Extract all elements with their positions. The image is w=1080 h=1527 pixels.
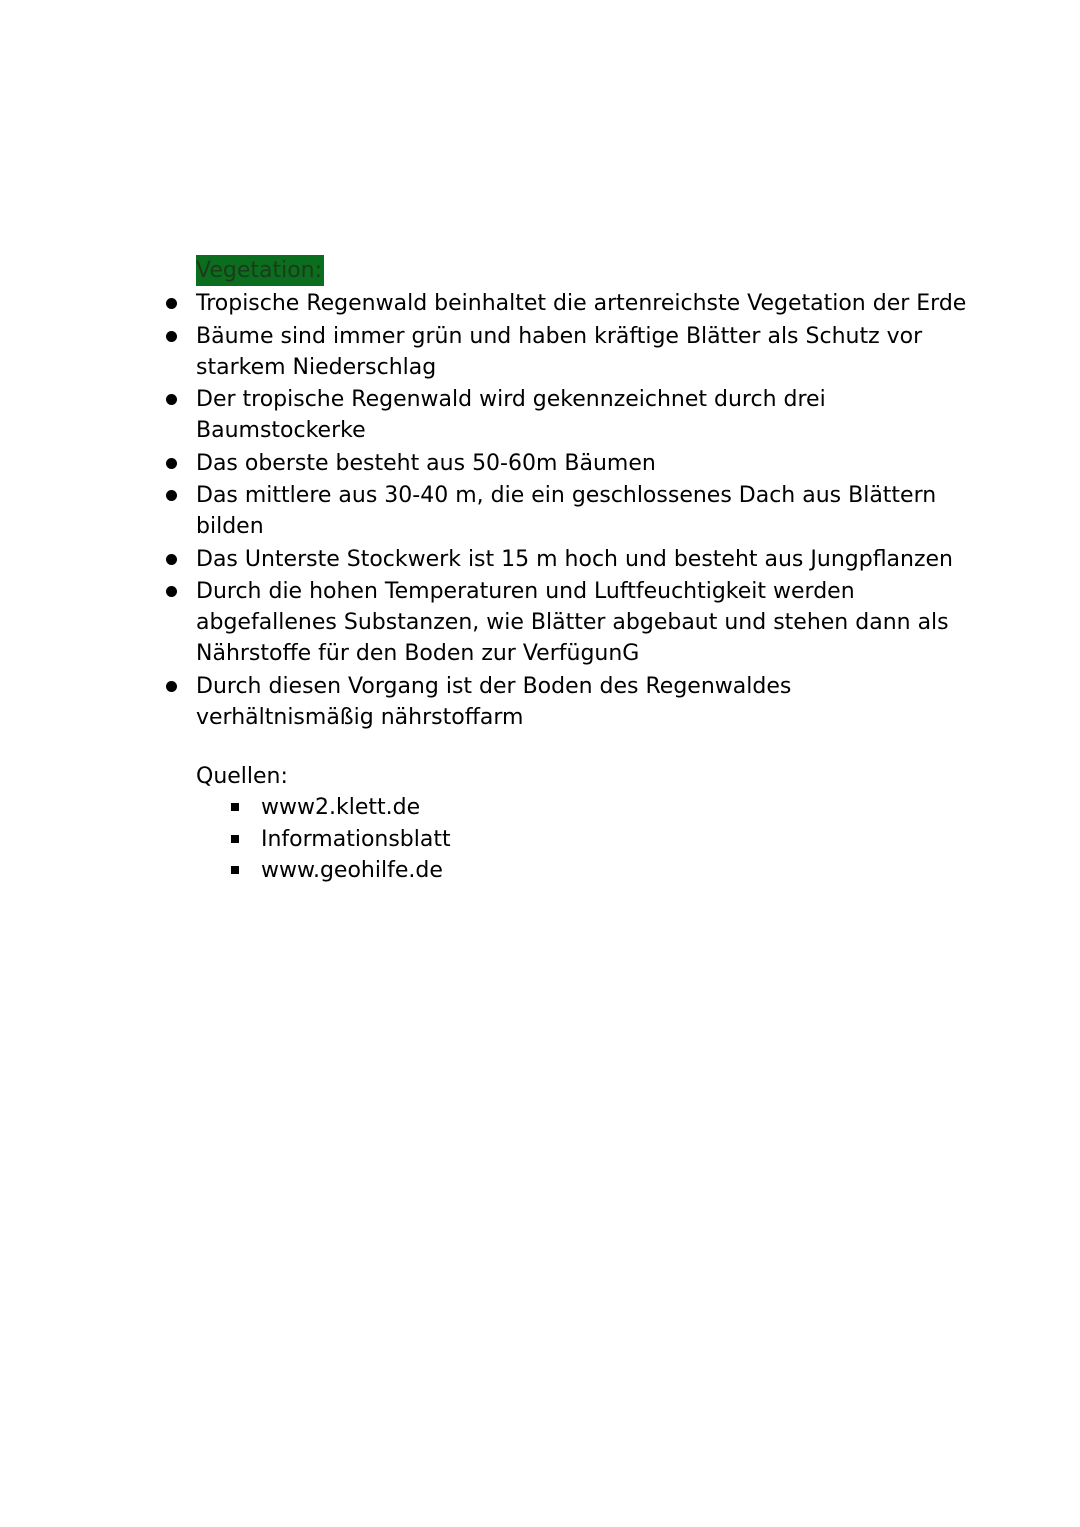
source-item [261, 824, 796, 856]
source-text: www2.klett.de [261, 795, 421, 820]
bullet-dot-icon [166, 490, 177, 501]
source-item [261, 792, 796, 824]
source-item [261, 855, 796, 887]
bullet-dot-icon [166, 681, 177, 692]
bullet-item [196, 671, 976, 733]
bullet-text: Durch die hohen Temperaturen und Luftfeuchtigkeit werden abgefallenes Substanzen, wie Blätter abgebaut und stehen dann als Nährstoffe für den Boden zur VerfügunG [196, 579, 949, 666]
square-bullet-icon [231, 835, 239, 843]
bullet-text: Das Unterste Stockwerk ist 15 m hoch und besteht aus Jungpflanzen [196, 546, 954, 572]
bullet-item [196, 288, 976, 319]
bullet-item [196, 480, 976, 542]
square-bullet-icon [231, 803, 239, 811]
bullet-text: Tropische Regenwald beinhaltet die artenreichste Vegetation der Erde [196, 291, 967, 316]
sources-title: Quellen: [196, 764, 288, 789]
square-bullet-icon [231, 866, 239, 874]
section-heading: Vegetation: [196, 255, 324, 286]
bullet-item [196, 321, 976, 383]
bullet-text: Das mittlere aus 30-40 m, die ein geschlossenes Dach aus Blättern bilden [196, 483, 937, 539]
bullet-text: Der tropische Regenwald wird gekennzeichnet durch drei Baumstockerke [196, 387, 826, 443]
bullet-dot-icon [166, 331, 177, 342]
source-text: Informationsblatt [261, 826, 451, 852]
sources-section [196, 761, 796, 887]
bullet-text: Bäume sind immer grün und haben kräftige Blätter als Schutz vor starkem Niederschlag [196, 323, 923, 380]
bullet-dot-icon [166, 554, 177, 565]
bullet-text: Das oberste besteht aus 50-60m Bäumen [196, 450, 656, 476]
sources-list [196, 792, 796, 887]
bullet-item [196, 384, 976, 446]
section-heading-wrapper [196, 255, 324, 286]
vegetation-bullet-list [196, 288, 976, 734]
bullet-item [196, 544, 976, 575]
source-text: www.geohilfe.de [261, 858, 443, 883]
bullet-dot-icon [166, 394, 177, 405]
bullet-text: Durch diesen Vorgang ist der Boden des Regenwaldes verhältnismäßig nährstoffarm [196, 673, 792, 730]
bullet-dot-icon [166, 458, 177, 469]
bullet-item [196, 448, 976, 479]
bullet-dot-icon [166, 298, 177, 309]
bullet-item [196, 576, 976, 669]
bullet-dot-icon [166, 586, 177, 597]
